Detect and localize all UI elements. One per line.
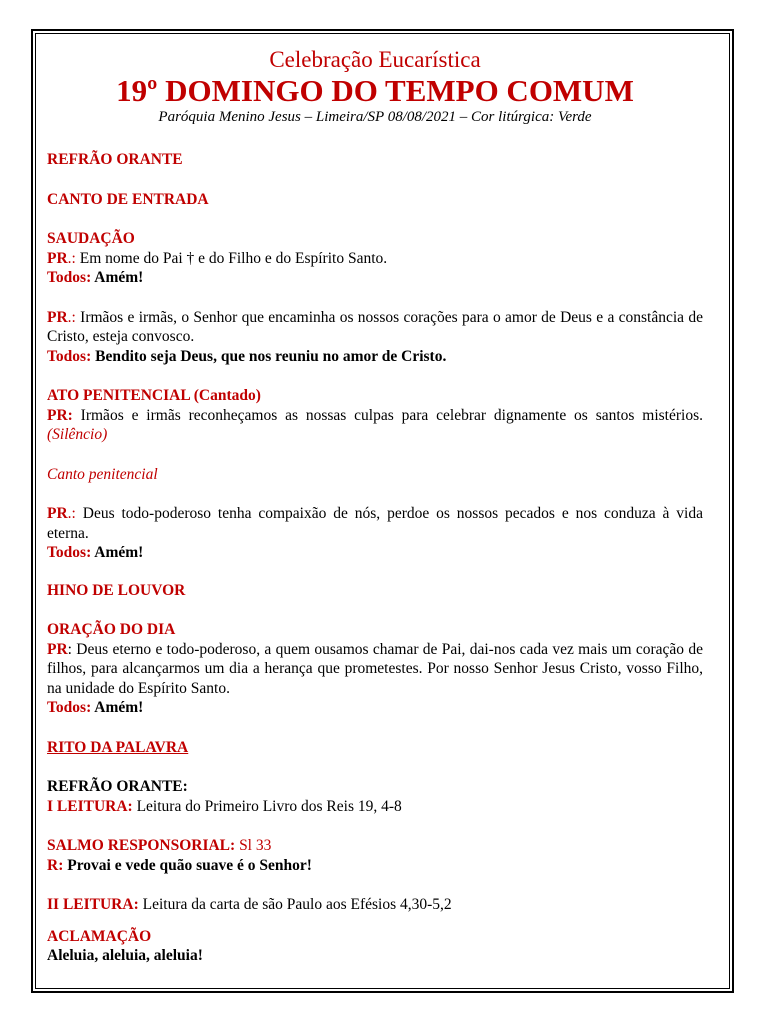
- silencio-note: (Silêncio): [47, 426, 108, 443]
- primeira-leitura-line: [47, 797, 703, 817]
- leitura-text: Leitura do Primeiro Livro dos Reis 19, 4-8: [132, 797, 402, 815]
- oracao-todos-line: [47, 698, 703, 718]
- todos-text: Amém!: [91, 699, 144, 716]
- celebration-name: 19º DOMINGO DO TEMPO COMUM: [116, 73, 634, 108]
- salmo-refrao-line: [47, 856, 703, 876]
- ato-pr2-line: [47, 504, 703, 543]
- r-text: Provai e vede quão suave é o Senhor!: [63, 856, 312, 874]
- saudacao-todos2-line: [47, 347, 703, 367]
- aclamacao-text: Aleluia, aleluia, aleluia!: [47, 947, 203, 964]
- pr-separator: .:: [67, 249, 80, 267]
- saudacao-todos-line: [47, 268, 703, 288]
- todos-label: Todos:: [47, 544, 92, 561]
- saudacao-pr2-line: [47, 308, 703, 347]
- pr-label: PR: [47, 308, 68, 326]
- rito-palavra-heading: RITO DA PALAVRA: [47, 738, 189, 756]
- todos-label: Todos:: [47, 347, 92, 365]
- ato-pr-line: [47, 406, 703, 445]
- pr-label: PR: [47, 505, 68, 522]
- segunda-leitura-line: [47, 895, 703, 915]
- r-label: R:: [47, 856, 64, 874]
- canto-penitencial-note: Canto penitencial: [47, 465, 158, 483]
- salmo-text: Sl 33: [235, 837, 272, 854]
- pr-text: Deus todo-poderoso tenha compaixão de nós, perdoe os nossos pecados e nos conduza à vida eterna.: [47, 505, 703, 542]
- refrao-orante-heading: REFRÃO ORANTE: [47, 151, 183, 168]
- aclamacao-heading: ACLAMAÇÃO: [47, 927, 152, 945]
- document-title: Celebração Eucarística: [269, 47, 481, 72]
- leitura-text: Leitura da carta de são Paulo aos Efésios 4,30-5,2: [138, 896, 452, 913]
- pr-text: : Deus eterno e todo-poderoso, a quem ousamos chamar de Pai, dai-nos cada vez mais um coração de filhos, para alcançarmos um dia a herança que prometestes. Por nosso Senhor Jesus Cristo, vosso Filho, na unidade do Espírito Santo.: [47, 640, 703, 697]
- pr-separator: .:: [67, 308, 81, 326]
- hino-louvor-heading: HINO DE LOUVOR: [47, 581, 186, 599]
- pr-separator: .:: [67, 505, 83, 522]
- oracao-pr-line: [47, 640, 703, 699]
- salmo-line: [47, 836, 703, 856]
- leitura-label: I LEITURA:: [47, 797, 133, 815]
- saudacao-heading: SAUDAÇÃO: [47, 230, 135, 247]
- pr-text: Em nome do Pai † e do Filho e do Espírito Santo.: [79, 249, 388, 267]
- refrao-orante-2-heading: REFRÃO ORANTE:: [47, 778, 188, 795]
- pr-label: PR: [47, 249, 68, 267]
- parish-info: Paróquia Menino Jesus – Limeira/SP 08/08/2021 – Cor litúrgica: Verde: [158, 109, 592, 125]
- saudacao-pr-line: [47, 249, 703, 269]
- todos-text: Bendito seja Deus, que nos reuniu no amor de Cristo.: [91, 347, 447, 365]
- pr-label: PR:: [47, 406, 73, 424]
- canto-entrada-heading: CANTO DE ENTRADA: [47, 190, 209, 208]
- ato-todos-line: [47, 543, 703, 563]
- ato-penitencial-heading: ATO PENITENCIAL (Cantado): [47, 387, 261, 404]
- pr-text: Irmãos e irmãs, o Senhor que encaminha os nossos corações para o amor de Deus e a constância de Cristo, esteja convosco.: [47, 308, 703, 345]
- todos-label: Todos:: [47, 269, 92, 286]
- todos-label: Todos:: [47, 699, 92, 716]
- leitura-label: II LEITURA:: [47, 896, 139, 913]
- document-body: [47, 46, 703, 966]
- pr-text: Irmãos e irmãs reconheçamos as nossas culpas para celebrar dignamente os santos mistérios.: [72, 406, 703, 424]
- pr-label: PR: [47, 640, 68, 658]
- salmo-label: SALMO RESPONSORIAL:: [47, 837, 236, 854]
- todos-text: Amém!: [91, 269, 144, 286]
- todos-text: Amém!: [91, 544, 144, 561]
- oracao-dia-heading: ORAÇÃO DO DIA: [47, 621, 176, 638]
